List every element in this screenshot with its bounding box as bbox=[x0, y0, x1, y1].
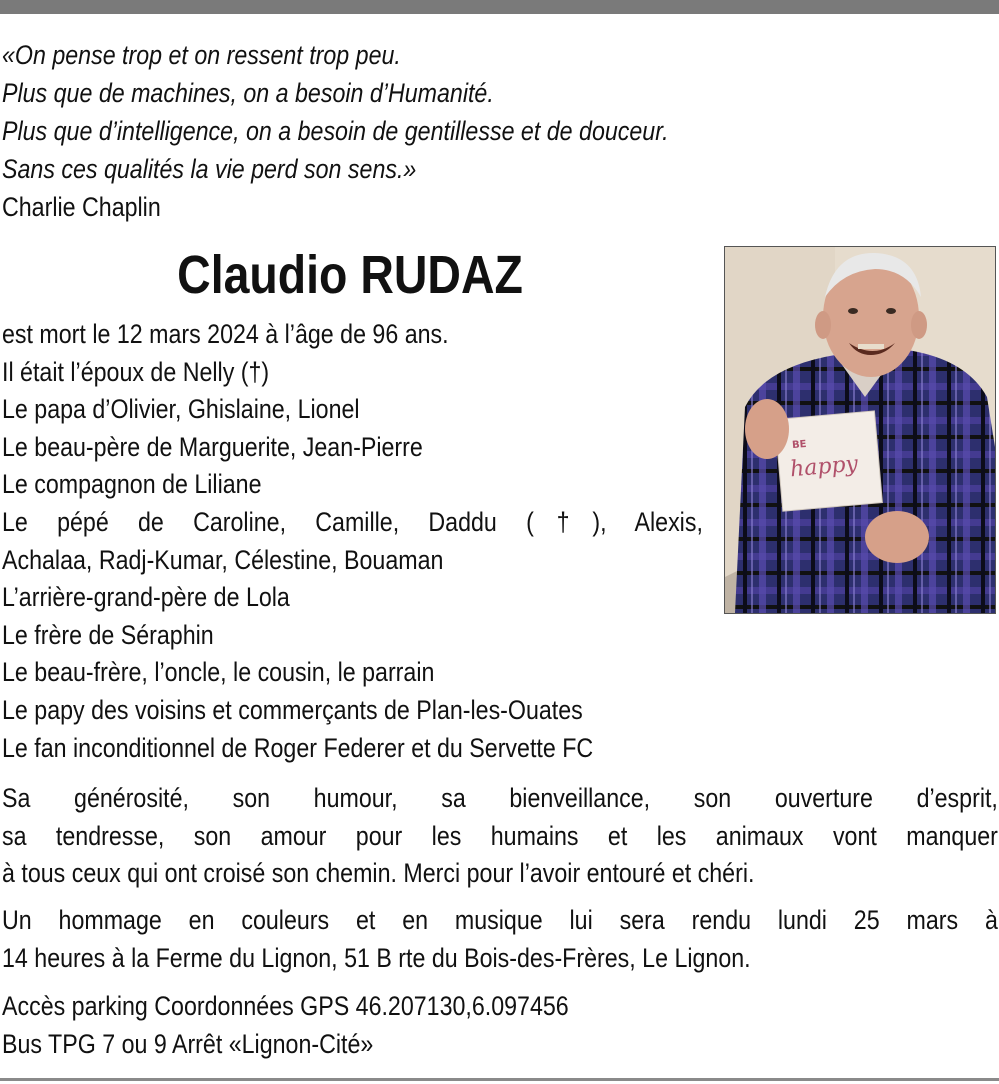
card-text-happy: happy bbox=[789, 451, 859, 483]
family-line: Le compagnon de Liliane bbox=[2, 469, 262, 500]
quote-author: Charlie Chaplin bbox=[2, 192, 161, 222]
family-line: Le beau-frère, l’oncle, le cousin, le parrain bbox=[2, 657, 435, 688]
bus-line: Bus TPG 7 ou 9 Arrêt «Lignon-Cité» bbox=[2, 1028, 374, 1059]
quote-line: «On pense trop et on ressent trop peu. bbox=[2, 40, 401, 70]
parking-gps-line: Accès parking Coordonnées GPS 46.207130,6.097456 bbox=[2, 991, 569, 1021]
family-line: Le frère de Séraphin bbox=[2, 619, 214, 650]
family-line: Le fan inconditionnel de Roger Federer et du Servette FC bbox=[2, 732, 594, 763]
ceremony-line: 14 heures à la Ferme du Lignon, 51 B rte du Bois-des-Frères, Le Lignon. bbox=[2, 942, 751, 973]
family-line: Le papy des voisins et commerçants de Plan-les-Ouates bbox=[2, 694, 583, 725]
quote-line: Sans ces qualités la vie perd son sens.» bbox=[2, 154, 417, 184]
tribute-line: à tous ceux qui ont croisé son chemin. Merci pour l’avoir entouré et chéri. bbox=[2, 858, 755, 888]
portrait-illustration bbox=[725, 247, 995, 613]
card-text-be: BE bbox=[791, 438, 808, 452]
epigraph-quote bbox=[2, 36, 853, 226]
family-line: Il était l’époux de Nelly (†) bbox=[2, 356, 270, 387]
family-line: Le beau-père de Marguerite, Jean-Pierre bbox=[2, 431, 423, 462]
death-notice-line: est mort le 12 mars 2024 à l’âge de 96 ans. bbox=[2, 319, 449, 349]
family-line: Le papa d’Olivier, Ghislaine, Lionel bbox=[2, 394, 360, 425]
bottom-divider bbox=[0, 1078, 999, 1081]
top-divider bbox=[0, 0, 999, 14]
access-paragraph bbox=[2, 988, 998, 1063]
family-list bbox=[2, 316, 703, 767]
family-line: L’arrière-grand-père de Lola bbox=[2, 582, 290, 613]
deceased-name: Claudio RUDAZ bbox=[177, 245, 523, 305]
tribute-line: Sa générosité, son humour, sa bienveillance, son ouverture d’esprit, bbox=[2, 783, 998, 813]
family-line: Achalaa, Radj-Kumar, Célestine, Bouaman bbox=[2, 544, 444, 575]
quote-line: Plus que de machines, on a besoin d’Humanité. bbox=[2, 78, 494, 108]
tribute-line: sa tendresse, son amour pour les humains et les animaux vont manquer bbox=[2, 820, 998, 851]
portrait-photo bbox=[724, 246, 996, 614]
ceremony-line: Un hommage en couleurs et en musique lui sera rendu lundi 25 mars à bbox=[2, 905, 998, 935]
ceremony-paragraph bbox=[2, 902, 998, 977]
tribute-paragraph bbox=[2, 780, 998, 893]
quote-line: Plus que d’intelligence, on a besoin de gentillesse et de douceur. bbox=[2, 116, 669, 146]
family-line: Le pépé de Caroline, Camille, Daddu (†), Alexis, bbox=[2, 506, 703, 537]
